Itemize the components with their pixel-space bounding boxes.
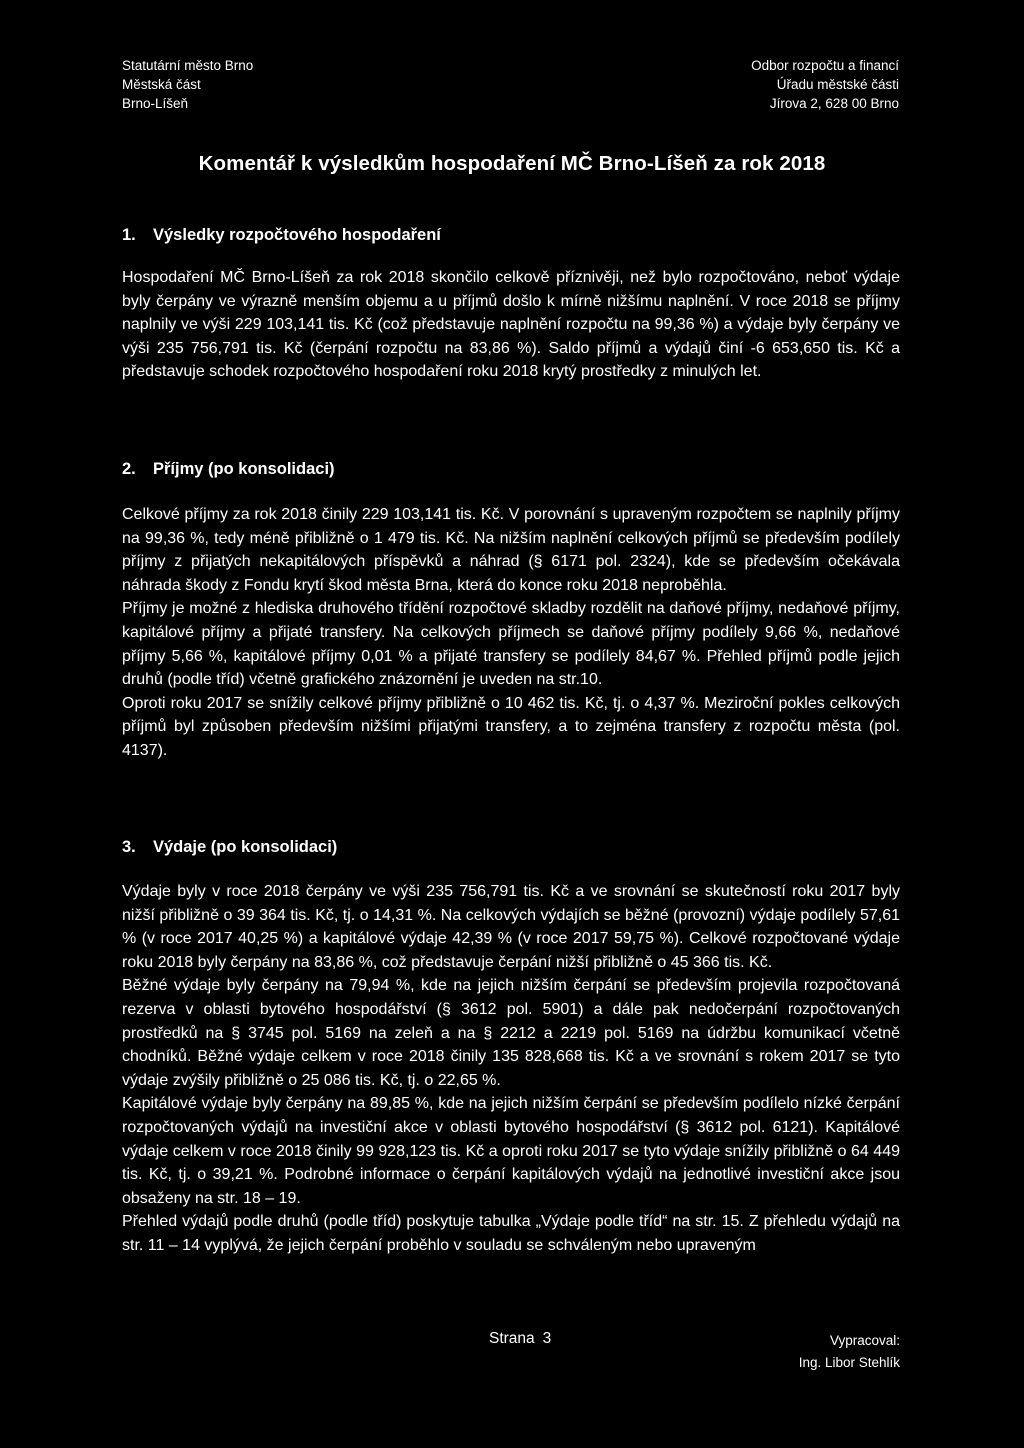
section-3-number: 3. [122,838,136,856]
section-1-heading [122,226,441,245]
section-2-paragraph-1: Celkové příjmy za rok 2018 činily 229 103,141 tis. Kč. V porovnání s upraveným rozpočtem se naplnily příjmy na 99,36 %, tedy méně přibližně o 1 479 tis. Kč. Na nižším naplnění celkových příjmů se především podílely příjmy z přijatých nekapitálových příspěvků a náhrad (§ 6171 pol. 2324), kde se především očekávala náhrada škody z Fondu krytí škod města Brna, která do konce roku 2018 neproběhla. [122,506,900,594]
section-3-title: Výdaje (po konsolidaci) [153,838,338,856]
header-left [122,56,253,113]
section-1-number: 1. [122,226,136,244]
section-1-title: Výsledky rozpočtového hospodaření [153,226,441,244]
author-name: Ing. Libor Stehlík [798,1355,900,1370]
section-1-paragraph-1: Hospodaření MČ Brno-Líšeň za rok 2018 skončilo celkově příznivěji, než bylo rozpočtováno, neboť výdaje byly čerpány ve výrazně menším objemu a u příjmů došlo k mírně nižšímu naplnění. V roce 2018 se příjmy naplnily ve výši 229 103,141 tis. Kč (což představuje naplnění rozpočtu na 99,36 %) a výdaje byly čerpány ve výši 235 756,791 tis. Kč (čerpání rozpočtu na 83,86 %). Saldo příjmů a výdajů činí -6 653,650 tis. Kč a představuje schodek rozpočtového hospodaření roku 2018 krytý prostředky z minulých let. [122,269,900,381]
section-3-body [122,880,900,1258]
section-2-heading [122,460,335,479]
header-left-line-2: Městská část [122,77,201,92]
section-3-paragraph-3: Kapitálové výdaje byly čerpány na 89,85 %, kde na jejich nižším čerpání se především podílelo nízké čerpání rozpočtovaných výdajů na investiční akce v oblasti bytového hospodářství (§ 3612 pol. 6121). Kapitálové výdaje celkem v roce 2018 činily 99 928,123 tis. Kč a oproti roku 2017 se tyto výdaje snížily přibližně o 64 449 tis. Kč, tj. o 39,21 %. Podrobné informace o čerpání kapitálových výdajů na jednotlivé investiční akce jsou obsaženy na str. 18 – 19. [122,1095,900,1207]
section-2-paragraph-2: Příjmy je možné z hlediska druhového třídění rozpočtové skladby rozdělit na daňové příjmy, nedaňové příjmy, kapitálové příjmy a přijaté transfery. Na celkových příjmech se daňové příjmy podílely 9,66 %, nedaňové příjmy 5,66 %, kapitálové příjmy 0,01 % a přijaté transfery se podílely 84,67 %. Přehled příjmů podle jejich druhů (podle tříd) včetně grafického znázornění je uveden na str.10. [122,600,900,689]
header-right [751,56,899,113]
header-right-line-2: Úřadu městské části [776,77,899,92]
author-label: Vypracoval: [829,1333,900,1348]
section-2-title: Příjmy (po konsolidaci) [153,460,335,478]
document-title: Komentář k výsledkům hospodaření MČ Brno-Líšeň za rok 2018 [198,152,826,175]
header-left-line-3: Brno-Líšeň [122,96,189,111]
header-left-line-1: Statutární město Brno [122,58,254,73]
section-2-body [122,503,900,763]
page-number-value: 3 [542,1330,552,1347]
section-2-paragraph-3: Oproti roku 2017 se snížily celkové příjmy přibližně o 10 462 tis. Kč, tj. o 4,37 %. Meziroční pokles celkových příjmů byl způsoben především nižšími přijatými transfery, a to zejména transfery z rozpočtu města (pol. 4137). [122,694,900,759]
section-3-paragraph-1: Výdaje byly v roce 2018 čerpány ve výši 235 756,791 tis. Kč a ve srovnání se skutečností roku 2017 byly nižší přibližně o 39 364 tis. Kč, tj. o 14,31 %. Na celkových výdajích se běžné (provozní) výdaje podílely 57,61 % (v roce 2017 40,25 %) a kapitálové výdaje 42,39 % (v roce 2017 59,75 %). Celkové rozpočtované výdaje roku 2018 byly čerpány na 83,86 %, což představuje čerpání nižší přibližně o 45 366 tis. Kč. [122,883,900,971]
section-3-paragraph-2: Běžné výdaje byly čerpány na 79,94 %, kde na jejich nižším čerpání se především projevila rozpočtovaná rezerva v oblasti bytového hospodářství (§ 3612 pol. 5901) a dále pak nedočerpání rozpočtovaných prostředků na § 3745 pol. 5169 na zeleň a na § 2212 a 2219 pol. 5169 na údržbu komunikací včetně chodníků. Běžné výdaje celkem v roce 2018 činily 135 828,668 tis. Kč a ve srovnání s rokem 2017 se tyto výdaje zvýšily přibližně o 25 086 tis. Kč, tj. o 22,65 %. [122,977,900,1089]
section-3-paragraph-4: Přehled výdajů podle druhů (podle tříd) poskytuje tabulka „Výdaje podle tříd“ na str. 15. Z přehledu výdajů na str. 11 – 14 vyplývá, že jejich čerpání proběhlo v souladu se schváleným nebo upraveným [122,1213,900,1254]
section-2-number: 2. [122,460,136,478]
section-3-heading [122,838,337,857]
page-number [489,1330,551,1348]
page-label: Strana [489,1330,535,1347]
header-right-line-1: Odbor rozpočtu a financí [751,58,899,73]
header-right-line-3: Jírova 2, 628 00 Brno [769,96,899,111]
footer-author [799,1330,900,1374]
section-1-body [122,266,900,384]
